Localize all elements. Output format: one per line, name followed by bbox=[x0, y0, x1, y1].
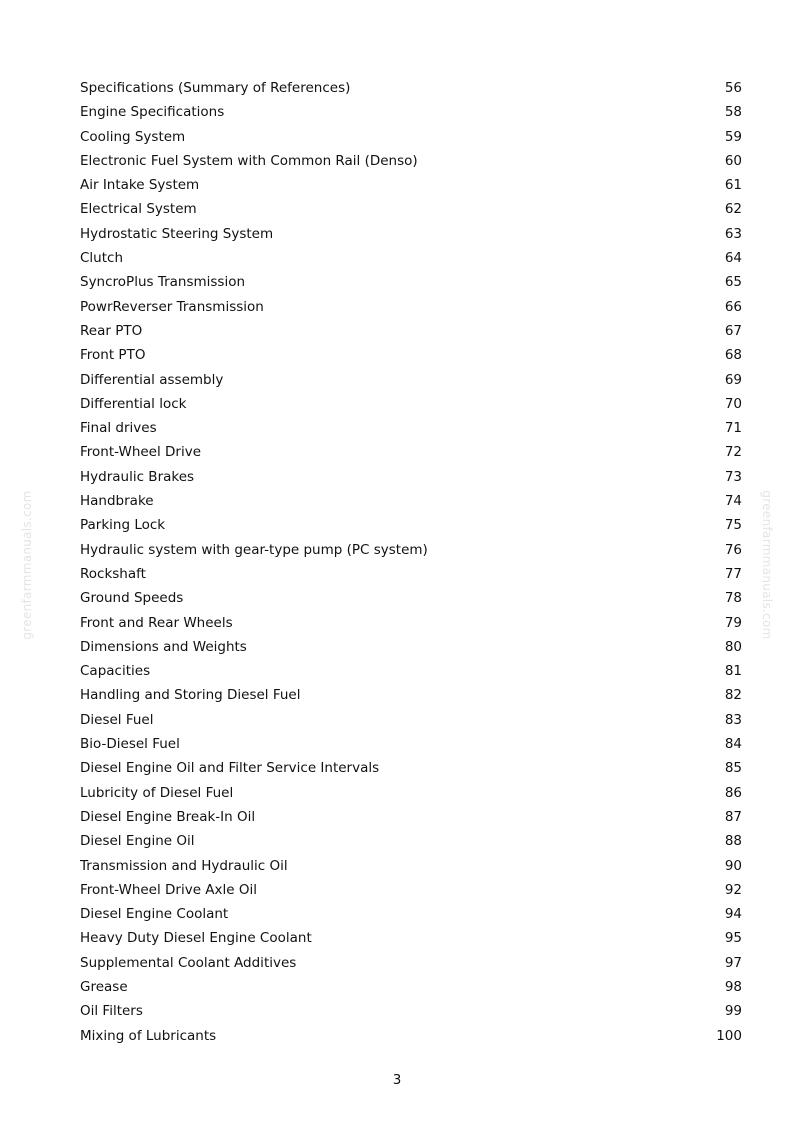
toc-entry-page: 97 bbox=[724, 954, 742, 971]
toc-entry-title: Diesel Engine Oil and Filter Service Intervals bbox=[80, 760, 380, 777]
toc-entry-page: 83 bbox=[724, 711, 742, 728]
toc-entry-title: Air Intake System bbox=[80, 177, 200, 194]
toc-entry[interactable] bbox=[80, 270, 742, 294]
toc-entry-page: 90 bbox=[724, 857, 742, 874]
toc-entry[interactable] bbox=[80, 246, 742, 270]
toc-entry-page: 85 bbox=[724, 760, 742, 777]
toc-entry-page: 76 bbox=[724, 541, 742, 558]
toc-entry[interactable] bbox=[80, 683, 742, 707]
toc-entry[interactable] bbox=[80, 513, 742, 537]
toc-entry[interactable] bbox=[80, 951, 742, 975]
toc-entry-title: Diesel Fuel bbox=[80, 711, 154, 728]
toc-entry-page: 72 bbox=[724, 444, 742, 461]
toc-entry-page: 60 bbox=[724, 152, 742, 169]
toc-entry[interactable] bbox=[80, 368, 742, 392]
toc-entry[interactable] bbox=[80, 878, 742, 902]
toc-entry-title: Engine Specifications bbox=[80, 104, 225, 121]
toc-entry[interactable] bbox=[80, 343, 742, 367]
toc-entry[interactable] bbox=[80, 538, 742, 562]
toc-entry[interactable] bbox=[80, 392, 742, 416]
toc-entry-page: 73 bbox=[724, 468, 742, 485]
toc-entry-page: 94 bbox=[724, 906, 742, 923]
toc-entry[interactable] bbox=[80, 100, 742, 124]
toc-entry[interactable] bbox=[80, 222, 742, 246]
toc-entry-title: Supplemental Coolant Additives bbox=[80, 954, 297, 971]
toc-entry-title: Ground Speeds bbox=[80, 590, 184, 607]
toc-entry-page: 56 bbox=[724, 80, 742, 96]
toc-entry-page: 87 bbox=[724, 808, 742, 825]
toc-entry[interactable] bbox=[80, 173, 742, 197]
toc-entry-title: Hydraulic Brakes bbox=[80, 468, 195, 485]
toc-entry-page: 78 bbox=[724, 590, 742, 607]
toc-entry-title: Rockshaft bbox=[80, 565, 146, 582]
toc-entry-title: Final drives bbox=[80, 420, 157, 437]
toc-entry-page: 95 bbox=[724, 930, 742, 947]
toc-entry-title: Parking Lock bbox=[80, 517, 166, 534]
toc-entry[interactable] bbox=[80, 440, 742, 464]
toc-entry-page: 82 bbox=[724, 687, 742, 704]
toc-entry-page: 75 bbox=[724, 517, 742, 534]
toc-entry-title: Differential lock bbox=[80, 395, 187, 412]
toc-entry[interactable] bbox=[80, 902, 742, 926]
toc-entry-title: SyncroPlus Transmission bbox=[80, 274, 246, 291]
toc-entry[interactable] bbox=[80, 659, 742, 683]
toc-entry-title: Oil Filters bbox=[80, 1003, 143, 1020]
toc-entry-page: 68 bbox=[724, 347, 742, 364]
toc-entry-title: Diesel Engine Oil bbox=[80, 833, 195, 850]
toc-entry-page: 79 bbox=[724, 614, 742, 631]
toc-entry[interactable] bbox=[80, 125, 742, 149]
toc-entry-title: Handling and Storing Diesel Fuel bbox=[80, 687, 301, 704]
toc-entry-page: 86 bbox=[724, 784, 742, 801]
toc-entry[interactable] bbox=[80, 465, 742, 489]
toc-entry-title: Specifications (Summary of References) bbox=[80, 80, 351, 96]
toc-entry[interactable] bbox=[80, 926, 742, 950]
toc-entry[interactable] bbox=[80, 854, 742, 878]
toc-entry-page: 66 bbox=[724, 298, 742, 315]
watermark-left: greenfarmmanuals.com bbox=[20, 490, 34, 640]
toc-entry-title: Front-Wheel Drive Axle Oil bbox=[80, 881, 258, 898]
toc-entry-page: 64 bbox=[724, 250, 742, 267]
toc-entry[interactable] bbox=[80, 319, 742, 343]
toc-entry-page: 84 bbox=[724, 736, 742, 753]
toc-entry[interactable] bbox=[80, 489, 742, 513]
toc-entry-title: Transmission and Hydraulic Oil bbox=[80, 857, 288, 874]
toc-entry-title: Lubricity of Diesel Fuel bbox=[80, 784, 234, 801]
toc-entry-title: Diesel Engine Break-In Oil bbox=[80, 808, 256, 825]
toc-entry-title: Electrical System bbox=[80, 201, 197, 218]
toc-entry-page: 61 bbox=[724, 177, 742, 194]
toc-entry-title: Front-Wheel Drive bbox=[80, 444, 202, 461]
toc-entry[interactable] bbox=[80, 781, 742, 805]
toc-entry-page: 59 bbox=[724, 128, 742, 145]
toc-entry-page: 58 bbox=[724, 104, 742, 121]
toc-entry-title: Differential assembly bbox=[80, 371, 224, 388]
toc-entry[interactable] bbox=[80, 611, 742, 635]
toc-entry-page: 70 bbox=[724, 395, 742, 412]
page-number: 3 bbox=[392, 1072, 402, 1088]
toc-entry[interactable] bbox=[80, 149, 742, 173]
toc-entry-title: Front PTO bbox=[80, 347, 146, 364]
toc-entry[interactable] bbox=[80, 732, 742, 756]
watermark-right: greenfarmmanuals.com bbox=[760, 490, 774, 640]
toc-entry[interactable] bbox=[80, 76, 742, 100]
table-of-contents bbox=[80, 76, 742, 1048]
toc-entry[interactable] bbox=[80, 586, 742, 610]
toc-entry-page: 81 bbox=[724, 663, 742, 680]
toc-entry[interactable] bbox=[80, 999, 742, 1023]
toc-entry-title: Heavy Duty Diesel Engine Coolant bbox=[80, 930, 312, 947]
toc-entry-title: Cooling System bbox=[80, 128, 186, 145]
toc-entry-title: Mixing of Lubricants bbox=[80, 1027, 217, 1044]
toc-entry-page: 74 bbox=[724, 493, 742, 510]
toc-entry[interactable] bbox=[80, 829, 742, 853]
toc-entry[interactable] bbox=[80, 708, 742, 732]
toc-entry[interactable] bbox=[80, 416, 742, 440]
toc-entry-page: 98 bbox=[724, 978, 742, 995]
toc-entry[interactable] bbox=[80, 295, 742, 319]
toc-entry-title: Capacities bbox=[80, 663, 151, 680]
toc-entry-page: 80 bbox=[724, 638, 742, 655]
toc-entry-title: Front and Rear Wheels bbox=[80, 614, 233, 631]
toc-entry-page: 62 bbox=[724, 201, 742, 218]
toc-entry-title: Dimensions and Weights bbox=[80, 638, 247, 655]
toc-entry-title: Hydraulic system with gear-type pump (PC system) bbox=[80, 541, 428, 558]
toc-entry[interactable] bbox=[80, 562, 742, 586]
toc-entry-page: 100 bbox=[716, 1027, 742, 1044]
toc-entry-title: Electronic Fuel System with Common Rail (Denso) bbox=[80, 152, 418, 169]
toc-entry-page: 69 bbox=[724, 371, 742, 388]
toc-entry[interactable] bbox=[80, 1024, 742, 1048]
toc-entry-page: 67 bbox=[724, 322, 742, 339]
toc-entry-page: 92 bbox=[724, 881, 742, 898]
toc-entry[interactable] bbox=[80, 805, 742, 829]
toc-entry-title: PowrReverser Transmission bbox=[80, 298, 264, 315]
toc-entry-page: 63 bbox=[724, 225, 742, 242]
toc-entry[interactable] bbox=[80, 756, 742, 780]
toc-entry-title: Diesel Engine Coolant bbox=[80, 906, 229, 923]
toc-entry[interactable] bbox=[80, 635, 742, 659]
toc-entry-page: 65 bbox=[724, 274, 742, 291]
toc-entry-title: Bio-Diesel Fuel bbox=[80, 736, 180, 753]
toc-entry-page: 99 bbox=[724, 1003, 742, 1020]
toc-entry-title: Clutch bbox=[80, 250, 124, 267]
toc-entry-title: Hydrostatic Steering System bbox=[80, 225, 274, 242]
toc-entry-page: 71 bbox=[724, 420, 742, 437]
toc-entry[interactable] bbox=[80, 197, 742, 221]
toc-entry-page: 77 bbox=[724, 565, 742, 582]
toc-entry-title: Handbrake bbox=[80, 493, 154, 510]
toc-entry[interactable] bbox=[80, 975, 742, 999]
toc-entry-page: 88 bbox=[724, 833, 742, 850]
toc-entry-title: Grease bbox=[80, 978, 128, 995]
toc-entry-title: Rear PTO bbox=[80, 322, 143, 339]
